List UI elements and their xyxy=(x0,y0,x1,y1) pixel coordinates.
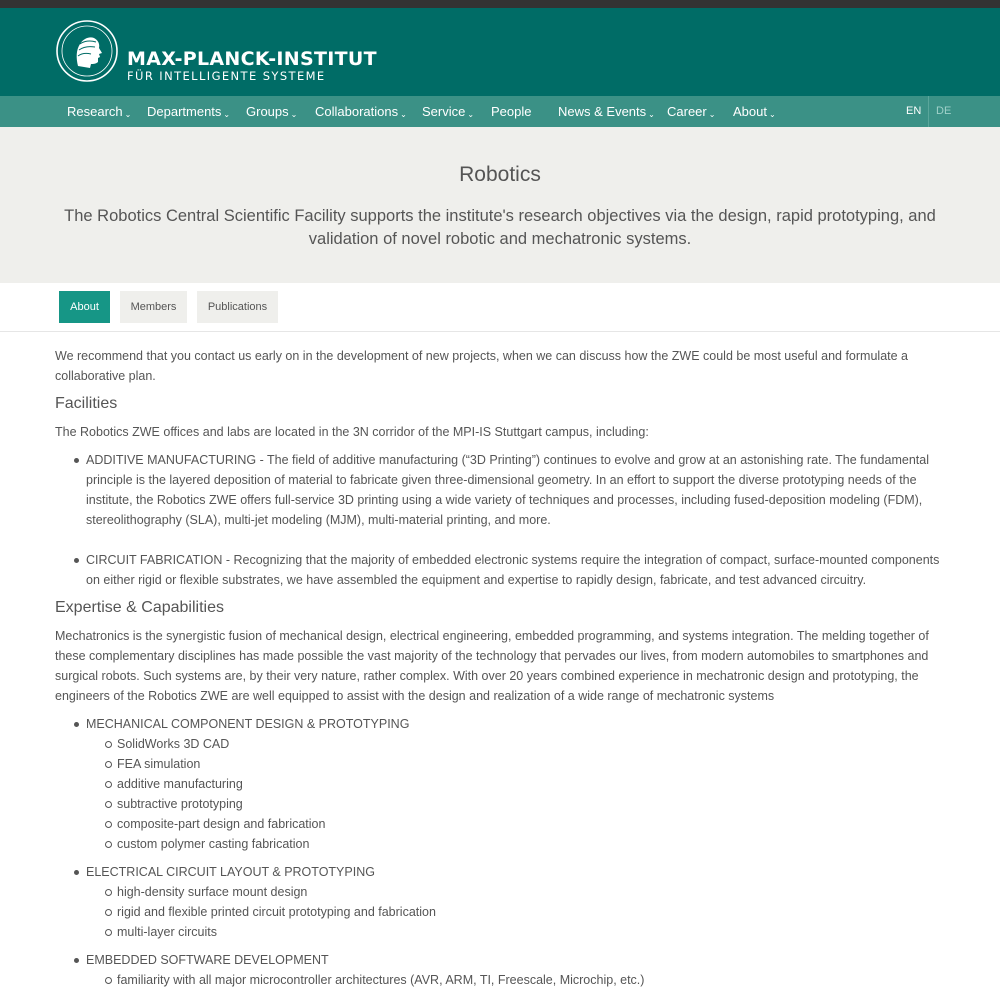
list-item: custom polymer casting fabrication xyxy=(55,834,945,854)
list-item: multi-layer circuits xyxy=(55,922,945,942)
facilities-list xyxy=(55,450,945,590)
list-item: ADDITIVE MANUFACTURING - The field of additive manufacturing (“3D Printing”) continues to evolve and grow at an astonishing rate. The fundamental principle is the layered deposition of material to fabricate given three-dimensional geometry. In an effort to support the diverse prototyping needs of the institute, the Robotics ZWE offers full-service 3D printing using a wide variety of techniques and processes, including fused-deposition modeling (FDM), stereolithography (SLA), multi-jet modeling (MJM), multi-material printing, and more. xyxy=(55,450,945,530)
page-subtitle: The Robotics Central Scientific Facility supports the institute's research objectives via the design, rapid prototyping, and validation of novel robotic and mechatronic systems. xyxy=(64,207,936,248)
nav-label: News & Events xyxy=(558,104,647,119)
list-item: subtractive prototyping xyxy=(55,794,945,814)
sub-list xyxy=(86,734,945,854)
language-de-link[interactable]: DE xyxy=(936,105,952,117)
nav-item-news-events[interactable] xyxy=(558,96,655,127)
nav-label: Departments xyxy=(147,104,222,119)
list-item: high-density surface mount design xyxy=(55,882,945,902)
institute-name-line1: MAX-PLANCK-INSTITUT xyxy=(127,48,377,70)
chevron-down-icon: ⌄ xyxy=(223,110,231,119)
intro-paragraph: We recommend that you contact us early on in the development of new projects, when we can discuss how the ZWE could be most useful and formulate a collaborative plan. xyxy=(55,349,908,383)
facilities-heading: Facilities xyxy=(55,395,118,412)
tab-about[interactable]: About xyxy=(59,291,110,323)
page-hero xyxy=(0,127,1000,283)
facilities-intro: The Robotics ZWE offices and labs are located in the 3N corridor of the MPI-IS Stuttgart campus, including: xyxy=(55,425,649,439)
expertise-heading: Expertise & Capabilities xyxy=(55,599,224,616)
main-content xyxy=(55,346,945,990)
list-item xyxy=(55,950,945,990)
nav-label: Research xyxy=(67,104,123,119)
nav-item-people[interactable] xyxy=(491,96,531,127)
nav-label: Career xyxy=(667,104,707,119)
language-divider xyxy=(928,96,929,127)
institute-name-line2: FÜR INTELLIGENTE SYSTEME xyxy=(127,69,326,83)
section-tabs xyxy=(0,283,1000,332)
main-nav xyxy=(0,96,1000,127)
list-item-label: ELECTRICAL CIRCUIT LAYOUT & PROTOTYPING xyxy=(86,865,375,879)
expertise-intro: Mechatronics is the synergistic fusion of mechanical design, electrical engineering, embedded programming, and systems integration. The melding together of these complementary disciplines has made possible the vast majority of the technology that pervades our lives, from modern automobiles to smartphones and surgical robots. Such systems are, by their very nature, rather complex. With over 20 years combined experience in mechatronic design and prototyping, the engineers of the Robotics ZWE are well equipped to assist with the design and realization of a wide range of mechatronic systems xyxy=(55,629,929,703)
list-item-label: EMBEDDED SOFTWARE DEVELOPMENT xyxy=(86,953,329,967)
nav-label: Groups xyxy=(246,104,289,119)
list-item-label: MECHANICAL COMPONENT DESIGN & PROTOTYPING xyxy=(86,717,410,731)
nav-item-about[interactable] xyxy=(733,96,776,127)
tab-publications[interactable]: Publications xyxy=(197,291,278,323)
page-title: Robotics xyxy=(459,163,541,186)
list-item: rigid and flexible printed circuit prototyping and fabrication xyxy=(55,902,945,922)
chevron-down-icon: ⌄ xyxy=(467,110,475,119)
sub-list xyxy=(86,882,945,942)
nav-item-groups[interactable] xyxy=(246,96,297,127)
nav-item-collaborations[interactable] xyxy=(315,96,407,127)
chevron-down-icon: ⌄ xyxy=(124,110,132,119)
nav-item-career[interactable] xyxy=(667,96,715,127)
list-item: composite-part design and fabrication xyxy=(55,814,945,834)
top-strip xyxy=(0,0,1000,8)
list-item xyxy=(55,862,945,942)
nav-item-service[interactable] xyxy=(422,96,474,127)
chevron-down-icon: ⌄ xyxy=(708,110,716,119)
list-item xyxy=(55,714,945,854)
nav-label: Service xyxy=(422,104,466,119)
nav-item-departments[interactable] xyxy=(147,96,230,127)
minerva-logo-icon[interactable] xyxy=(56,20,118,82)
list-item: CIRCUIT FABRICATION - Recognizing that the majority of embedded electronic systems require the integration of compact, surface-mounted components on either rigid or flexible substrates, we have assembled the equipment and expertise to rapidly design, fabricate, and test advanced circuitry. xyxy=(55,550,945,590)
list-item: FEA simulation xyxy=(55,754,945,774)
nav-label: About xyxy=(733,104,767,119)
expertise-list xyxy=(55,714,945,990)
chevron-down-icon: ⌄ xyxy=(768,110,776,119)
institute-name[interactable] xyxy=(127,48,377,82)
sub-list xyxy=(86,970,945,990)
list-item: SolidWorks 3D CAD xyxy=(55,734,945,754)
list-item: additive manufacturing xyxy=(55,774,945,794)
nav-label: Collaborations xyxy=(315,104,399,119)
chevron-down-icon: ⌄ xyxy=(648,110,655,119)
chevron-down-icon: ⌄ xyxy=(290,110,298,119)
language-en-link[interactable]: EN xyxy=(906,105,922,117)
nav-label: People xyxy=(491,104,532,119)
tab-members[interactable]: Members xyxy=(120,291,187,323)
list-item: familiarity with all major microcontroller architectures (AVR, ARM, TI, Freescale, Microchip, etc.) xyxy=(55,970,945,990)
nav-item-research[interactable] xyxy=(67,96,131,127)
chevron-down-icon: ⌄ xyxy=(400,110,407,119)
site-header xyxy=(0,8,1000,96)
